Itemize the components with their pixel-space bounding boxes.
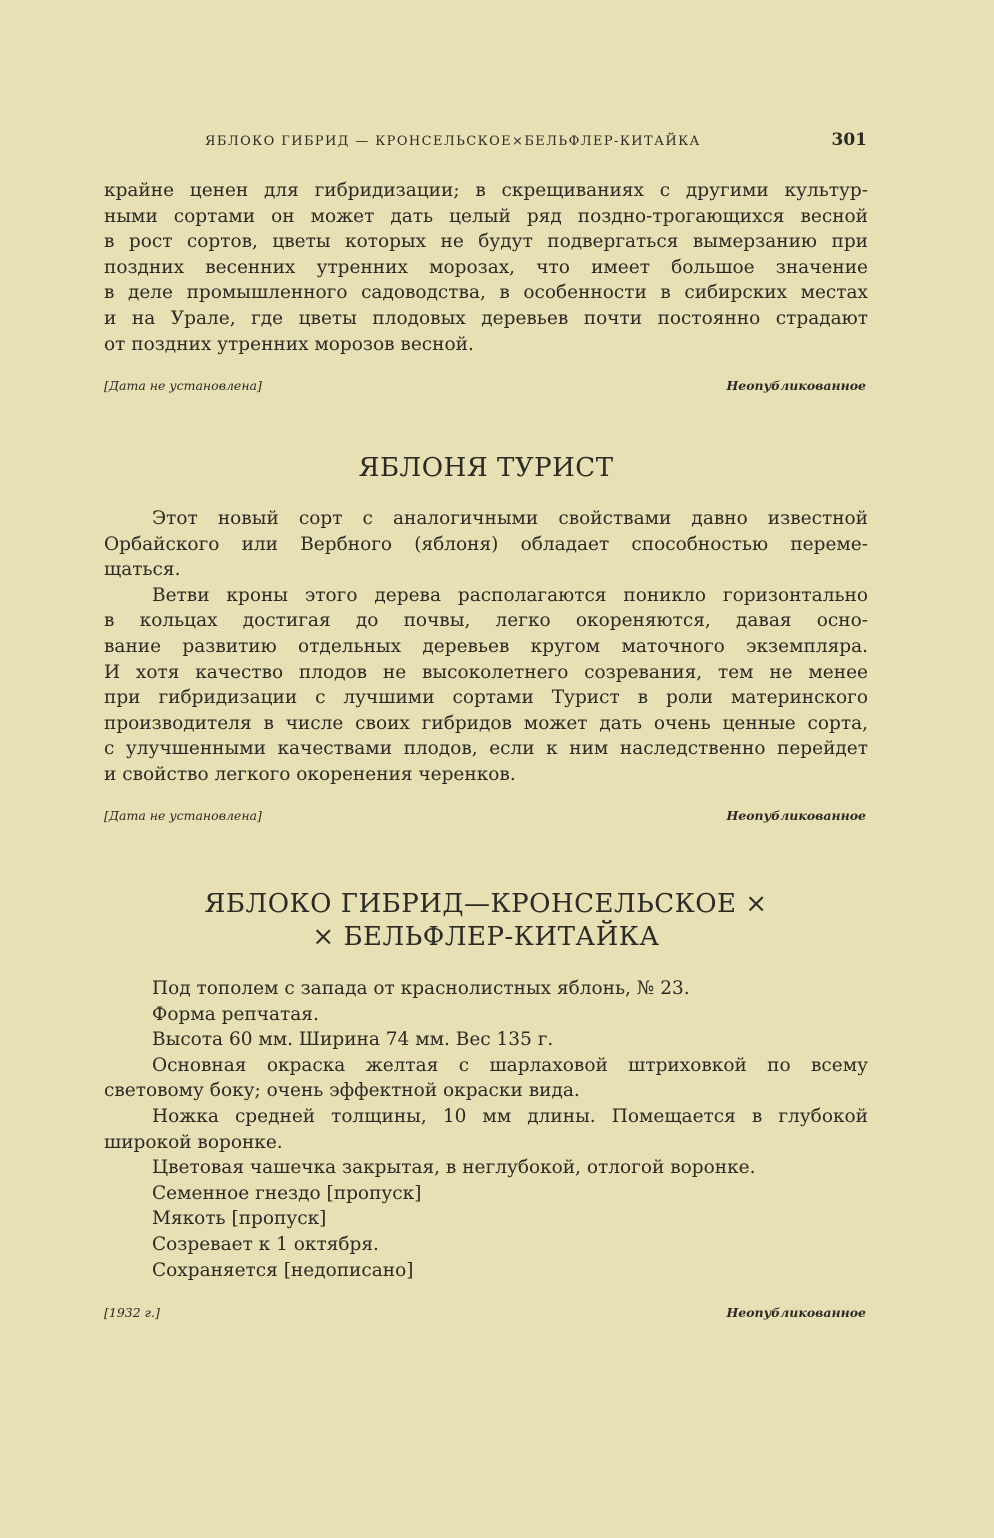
running-title: ЯБЛОКО ГИБРИД — КРОНСЕЛЬСКОЕ×БЕЛЬФЛЕР-КИТАЙКА	[205, 134, 701, 149]
text-line: Форма репчатая.	[152, 1003, 319, 1025]
text-line: в рост сортов, цветы которых не будут подвергаться вымерзанию при	[104, 231, 868, 253]
text-line: в кольцах достигая до почвы, легко окореняются, давая осно-	[104, 610, 868, 632]
text-line: производителя в числе своих гибридов может дать очень ценные сорта,	[104, 712, 868, 734]
running-head	[105, 130, 867, 156]
text-line: Под тополем с запада от краснолистных яблонь, № 23.	[152, 978, 690, 999]
text-line: вание развитию отдельных деревьев кругом маточного экземпляра.	[104, 635, 868, 657]
text-line: при гибридизации с лучшими сортами Турист в роли материнского	[104, 687, 868, 709]
text-line: Ветви кроны этого дерева располагаются поникло горизонтально	[152, 584, 868, 606]
section3-text	[104, 976, 868, 1283]
text-line: щаться.	[104, 559, 181, 581]
text-line: Орбайского или Вербного (яблоня) обладает способностью переме-	[104, 533, 868, 555]
text-line: Этот новый сорт с аналогичными свойствами давно известной	[152, 508, 868, 529]
text-line: Мякоть [пропуск]	[152, 1208, 327, 1230]
publication-status: Неопубликованное	[726, 378, 866, 393]
title-line: ЯБЛОКО ГИБРИД—КРОНСЕЛЬСКОЕ ×	[204, 889, 768, 919]
section3-title	[104, 888, 868, 954]
section2-text	[104, 506, 868, 788]
text-line: И хотя качество плодов не высоколетнего созревания, тем не менее	[104, 661, 868, 683]
text-line: Высота 60 мм. Ширина 74 мм. Вес 135 г.	[152, 1029, 554, 1051]
text-line: Ножка средней толщины, 10 мм длины. Помещается в глубокой	[152, 1105, 868, 1127]
text-line: от поздних утренних морозов весной.	[104, 333, 474, 355]
text-line: в деле промышленного садоводства, в особенности в сибирских местах	[104, 282, 868, 304]
section1-text	[104, 178, 868, 357]
text-line: Сохраняется [недописано]	[152, 1259, 414, 1281]
title-line: × БЕЛЬФЛЕР-КИТАЙКА	[312, 922, 660, 952]
text-line: Созревает к 1 октября.	[152, 1233, 379, 1255]
text-line: поздних весенних утренних морозах, что имеет большое значение	[104, 256, 868, 278]
text-line: Цветовая чашечка закрытая, в неглубокой, отлогой воронке.	[152, 1157, 756, 1179]
date-note: [Дата не установлена]	[104, 378, 262, 393]
text-line: крайне ценен для гибридизации; в скрещиваниях с другими культур-	[104, 180, 868, 201]
date-note: [1932 г.]	[104, 1305, 160, 1320]
publication-status: Неопубликованное	[726, 1305, 866, 1320]
text-line: широкой воронке.	[104, 1131, 283, 1153]
section2-title: ЯБЛОНЯ ТУРИСТ	[358, 453, 614, 483]
text-line: Семенное гнездо [пропуск]	[152, 1182, 422, 1204]
text-line: ными сортами он может дать целый ряд поздно-трогающихся весной	[104, 205, 868, 227]
text-line: с улучшенными качествами плодов, если к ним наследственно перейдет	[104, 738, 868, 760]
date-note: [Дата не установлена]	[104, 808, 262, 823]
publication-status: Неопубликованное	[726, 808, 866, 823]
text-line: и свойство легкого окоренения черенков.	[104, 763, 516, 785]
text-line: световому боку; очень эффектной окраски вида.	[104, 1080, 580, 1102]
page-number: 301	[831, 130, 867, 150]
text-line: Основная окраска желтая с шарлаховой штриховкой по всему	[152, 1054, 868, 1076]
text-line: и на Урале, где цветы плодовых деревьев почти постоянно страдают	[104, 307, 868, 329]
